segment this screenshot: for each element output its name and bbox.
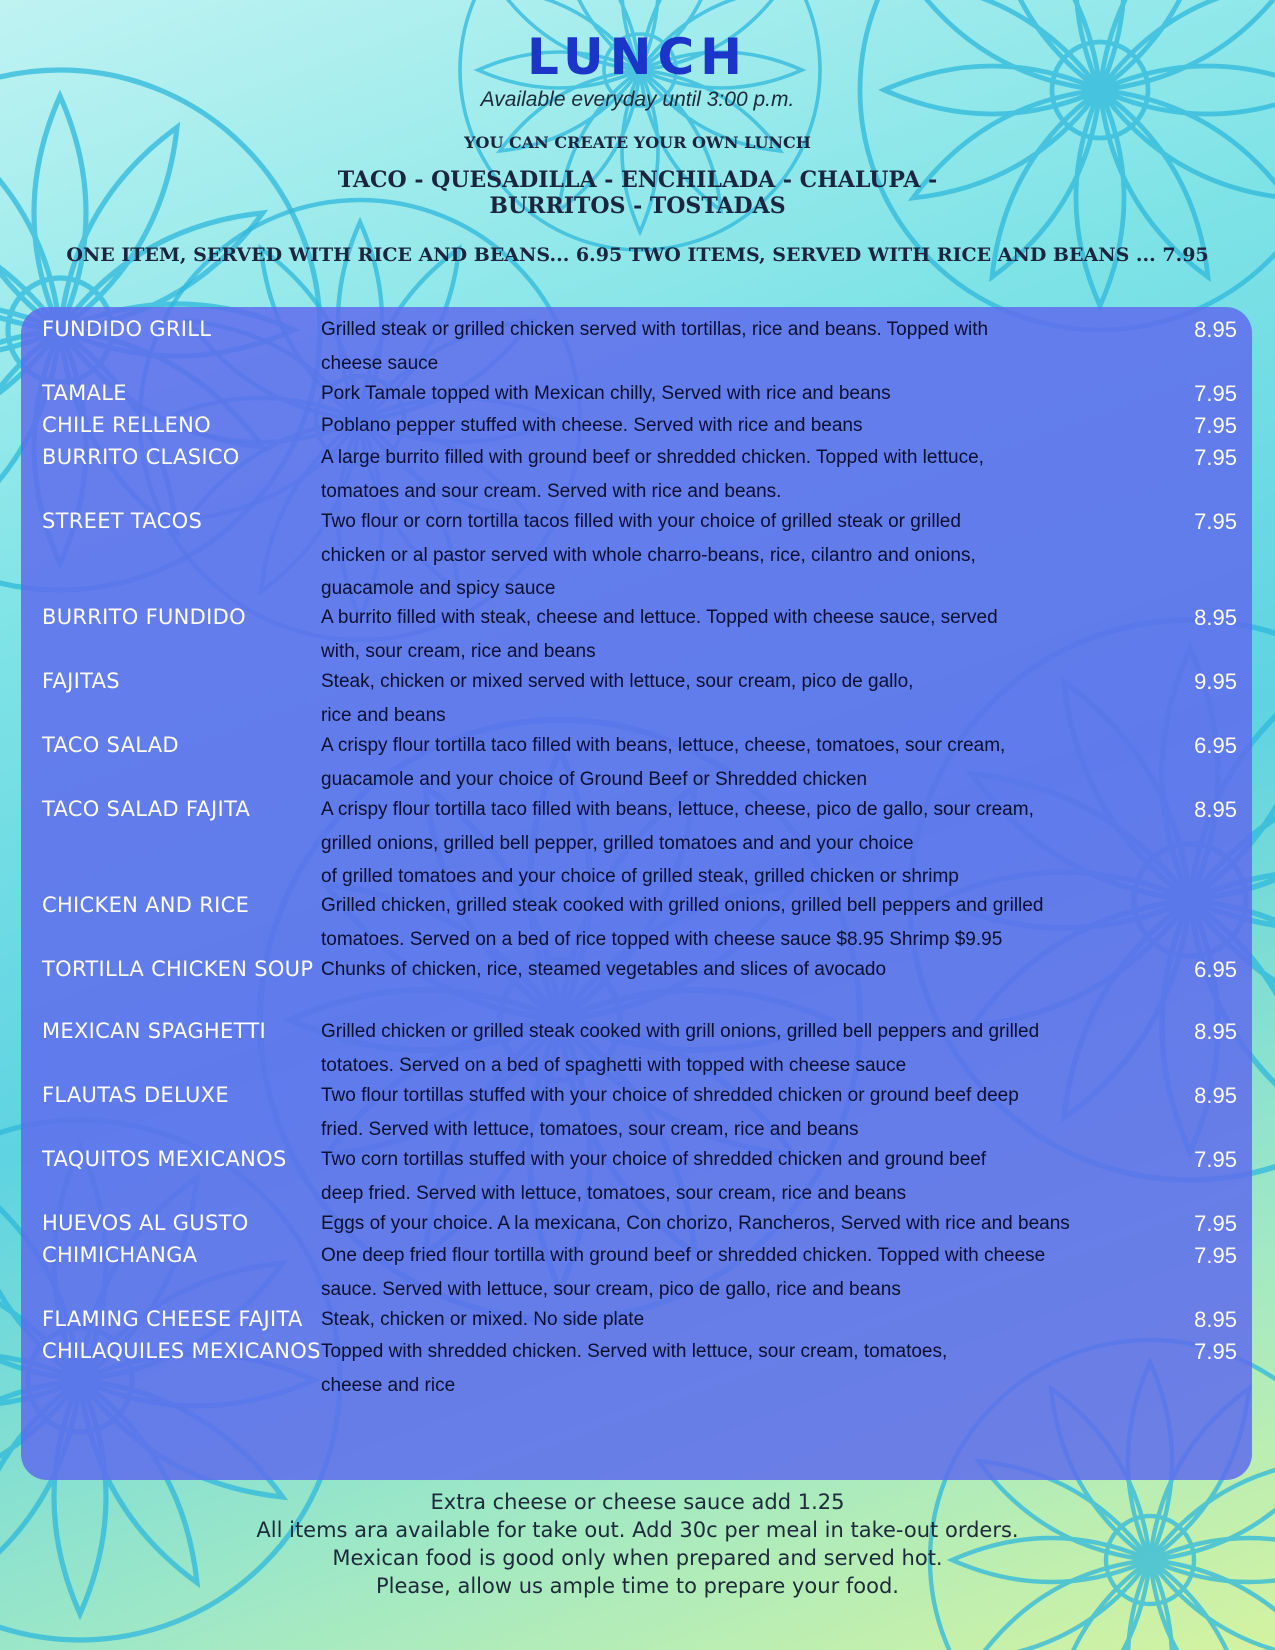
menu-item-price: 7.95 (1194, 445, 1237, 470)
menu-item-description (321, 505, 1176, 606)
menu-item-description (321, 665, 1176, 732)
menu-item-description-line: Two flour tortillas stuffed with your choice of shredded chicken or ground beef deep (321, 1085, 1019, 1106)
menu-item-name: FUNDIDO GRILL (42, 317, 212, 341)
menu-item-description-line: totatoes. Served on a bed of spaghetti with topped with cheese sauce (321, 1054, 907, 1076)
menu-item-description-line: Two corn tortillas stuffed with your choice of shredded chicken and ground beef (321, 1149, 987, 1170)
menu-item-name: MEXICAN SPAGHETTI (42, 1019, 266, 1043)
menu-item-description-line: Steak, chicken or mixed served with lettuce, sour cream, pico de gallo, (321, 671, 914, 692)
menu-item-price: 7.95 (1194, 381, 1237, 406)
menu-item-description-line: chicken or al pastor served with whole charro-beans, rice, cilantro and onions, (321, 544, 976, 566)
menu-item-description (321, 953, 1176, 987)
menu-item-price: 6.95 (1194, 733, 1237, 758)
menu-item-name: FLAUTAS DELUXE (42, 1083, 229, 1107)
menu-item-description (321, 409, 1176, 443)
menu-item-description (321, 377, 1176, 411)
menu-item-description-line: tomatoes and sour cream. Served with rice and beans. (321, 480, 782, 502)
menu-item-description-line: Grilled chicken, grilled steak cooked with grilled onions, grilled bell peppers and grilled (321, 895, 1044, 916)
menu-item-description-line: A burrito filled with steak, cheese and lettuce. Topped with cheese sauce, served (321, 607, 998, 628)
menu-item-name: TAQUITOS MEXICANOS (42, 1147, 287, 1171)
menu-item-description-line: Poblano pepper stuffed with cheese. Served with rice and beans (321, 415, 863, 436)
menu-item-name: TORTILLA CHICKEN SOUP (42, 957, 314, 981)
menu-item-price: 8.95 (1194, 797, 1237, 822)
menu-item-description-line: cheese and rice (321, 1374, 456, 1396)
menu-item-price: 7.95 (1194, 1243, 1237, 1268)
lunch-item-options (240, 167, 1035, 219)
menu-item-description (321, 1335, 1176, 1402)
menu-item-description (321, 729, 1176, 796)
menu-item-name: FLAMING CHEESE FAJITA (42, 1307, 303, 1331)
menu-item-price: 7.95 (1194, 1147, 1237, 1172)
page-title: LUNCH (526, 28, 749, 86)
menu-item-description-line: Two flour or corn tortilla tacos filled with your choice of grilled steak or grilled (321, 511, 961, 532)
menu-item-description-line: fried. Served with lettuce, tomatoes, sour cream, rice and beans (321, 1118, 859, 1140)
menu-item-description (321, 1143, 1176, 1210)
menu-footer (0, 1488, 1275, 1600)
footer-line: Mexican food is good only when prepared and served hot. (332, 1546, 943, 1570)
menu-item-description (321, 889, 1176, 956)
menu-item-description-line: Topped with shredded chicken. Served with lettuce, sour cream, tomatoes, (321, 1341, 948, 1362)
menu-item-price: 7.95 (1194, 413, 1237, 438)
menu-item-description-line: A large burrito filled with ground beef or shredded chicken. Topped with lettuce, (321, 447, 984, 468)
menu-item-price: 8.95 (1194, 317, 1237, 342)
menu-item-description-line: grilled onions, grilled bell pepper, grilled tomatoes and and your choice (321, 832, 914, 854)
menu-item-description-line: sauce. Served with lettuce, sour cream, pico de gallo, rice and beans (321, 1278, 901, 1300)
menu-item-price: 8.95 (1194, 605, 1237, 630)
lunch-item-options-line: TACO - QUESADILLA - ENCHILADA - CHALUPA - (337, 167, 938, 193)
menu-item-name: CHILE RELLENO (42, 413, 211, 437)
menu-item-name: CHILAQUILES MEXICANOS (42, 1339, 321, 1363)
menu-item-description-line: rice and beans (321, 704, 446, 726)
menu-panel (21, 307, 1252, 1480)
menu-item-description-line: of grilled tomatoes and your choice of grilled steak, grilled chicken or shrimp (321, 866, 959, 887)
footer-line: Please, allow us ample time to prepare your food. (375, 1574, 899, 1598)
menu-item-description (321, 1239, 1176, 1306)
menu-item-name: BURRITO FUNDIDO (42, 605, 246, 629)
menu-item-description-line: One deep fried flour tortilla with ground beef or shredded chicken. Topped with cheese (321, 1245, 1046, 1266)
menu-item-description-line: guacamole and your choice of Ground Beef or Shredded chicken (321, 768, 868, 790)
menu-item-price: 7.95 (1194, 1211, 1237, 1236)
menu-item-description (321, 441, 1176, 508)
menu-item-description-line: tomatoes. Served on a bed of rice topped with cheese sauce $8.95 Shrimp $9.95 (321, 928, 1003, 950)
menu-item-description (321, 1303, 1176, 1337)
menu-item-description-line: guacamole and spicy sauce (321, 578, 556, 599)
footer-line: Extra cheese or cheese sauce add 1.25 (430, 1490, 845, 1514)
footer-line: All items ara available for take out. Add 30c per meal in take-out orders. (256, 1518, 1019, 1542)
menu-item-name: BURRITO CLASICO (42, 445, 240, 469)
menu-item-description-line: Grilled steak or grilled chicken served with tortillas, rice and beans. Topped with (321, 319, 989, 340)
menu-item-description-line: Grilled chicken or grilled steak cooked with grill onions, grilled bell peppers and grilled (321, 1021, 1040, 1042)
menu-item-description-line: A crispy flour tortilla taco filled with beans, lettuce, cheese, tomatoes, sour cream, (321, 735, 1006, 756)
menu-item-description-line: deep fried. Served with lettuce, tomatoes, sour cream, rice and beans (321, 1182, 907, 1204)
menu-item-description-line: Pork Tamale topped with Mexican chilly, Served with rice and beans (321, 383, 891, 404)
menu-item-description (321, 313, 1176, 380)
menu-item-price: 8.95 (1194, 1307, 1237, 1332)
menu-item-description-line: Steak, chicken or mixed. No side plate (321, 1309, 645, 1330)
menu-item-description (321, 601, 1176, 668)
menu-item-name: FAJITAS (42, 669, 120, 693)
menu-item-name: TACO SALAD (42, 733, 179, 757)
menu-item-price: 9.95 (1194, 669, 1237, 694)
menu-item-name: HUEVOS AL GUSTO (42, 1211, 249, 1235)
menu-item-price: 8.95 (1194, 1019, 1237, 1044)
menu-item-description-line: with, sour cream, rice and beans (321, 640, 596, 662)
menu-item-description (321, 1079, 1176, 1146)
menu-item-description (321, 793, 1176, 894)
menu-item-name: TACO SALAD FAJITA (42, 797, 251, 821)
menu-item-price: 7.95 (1194, 1339, 1237, 1364)
menu-item-name: CHICKEN AND RICE (42, 893, 250, 917)
menu-item-description-line: A crispy flour tortilla taco filled with beans, lettuce, cheese, pico de gallo, sour cream, (321, 799, 1034, 820)
menu-item-description (321, 1207, 1176, 1241)
menu-item-name: CHIMICHANGA (42, 1243, 198, 1267)
create-lunch-heading: YOU CAN CREATE YOUR OWN LUNCH (464, 133, 811, 152)
menu-item-description-line: Eggs of your choice. A la mexicana, Con chorizo, Rancheros, Served with rice and beans (321, 1213, 1070, 1234)
lunch-item-options-line: BURRITOS - TOSTADAS (489, 193, 786, 219)
menu-item-description (321, 1015, 1176, 1082)
menu-item-name: TAMALE (42, 381, 127, 405)
combo-pricing: ONE ITEM, SERVED WITH RICE AND BEANS... 6.95 TWO ITEMS, SERVED WITH RICE AND BEANS ... 7.95 (66, 244, 1209, 266)
menu-item-name: STREET TACOS (42, 509, 203, 533)
menu-item-price: 8.95 (1194, 1083, 1237, 1108)
menu-item-price: 6.95 (1194, 957, 1237, 982)
availability-note: Available everyday until 3:00 p.m. (480, 88, 795, 111)
menu-item-price: 7.95 (1194, 509, 1237, 534)
menu-item-description-line: cheese sauce (321, 352, 439, 374)
menu-item-description-line: Chunks of chicken, rice, steamed vegetables and slices of avocado (321, 959, 887, 980)
